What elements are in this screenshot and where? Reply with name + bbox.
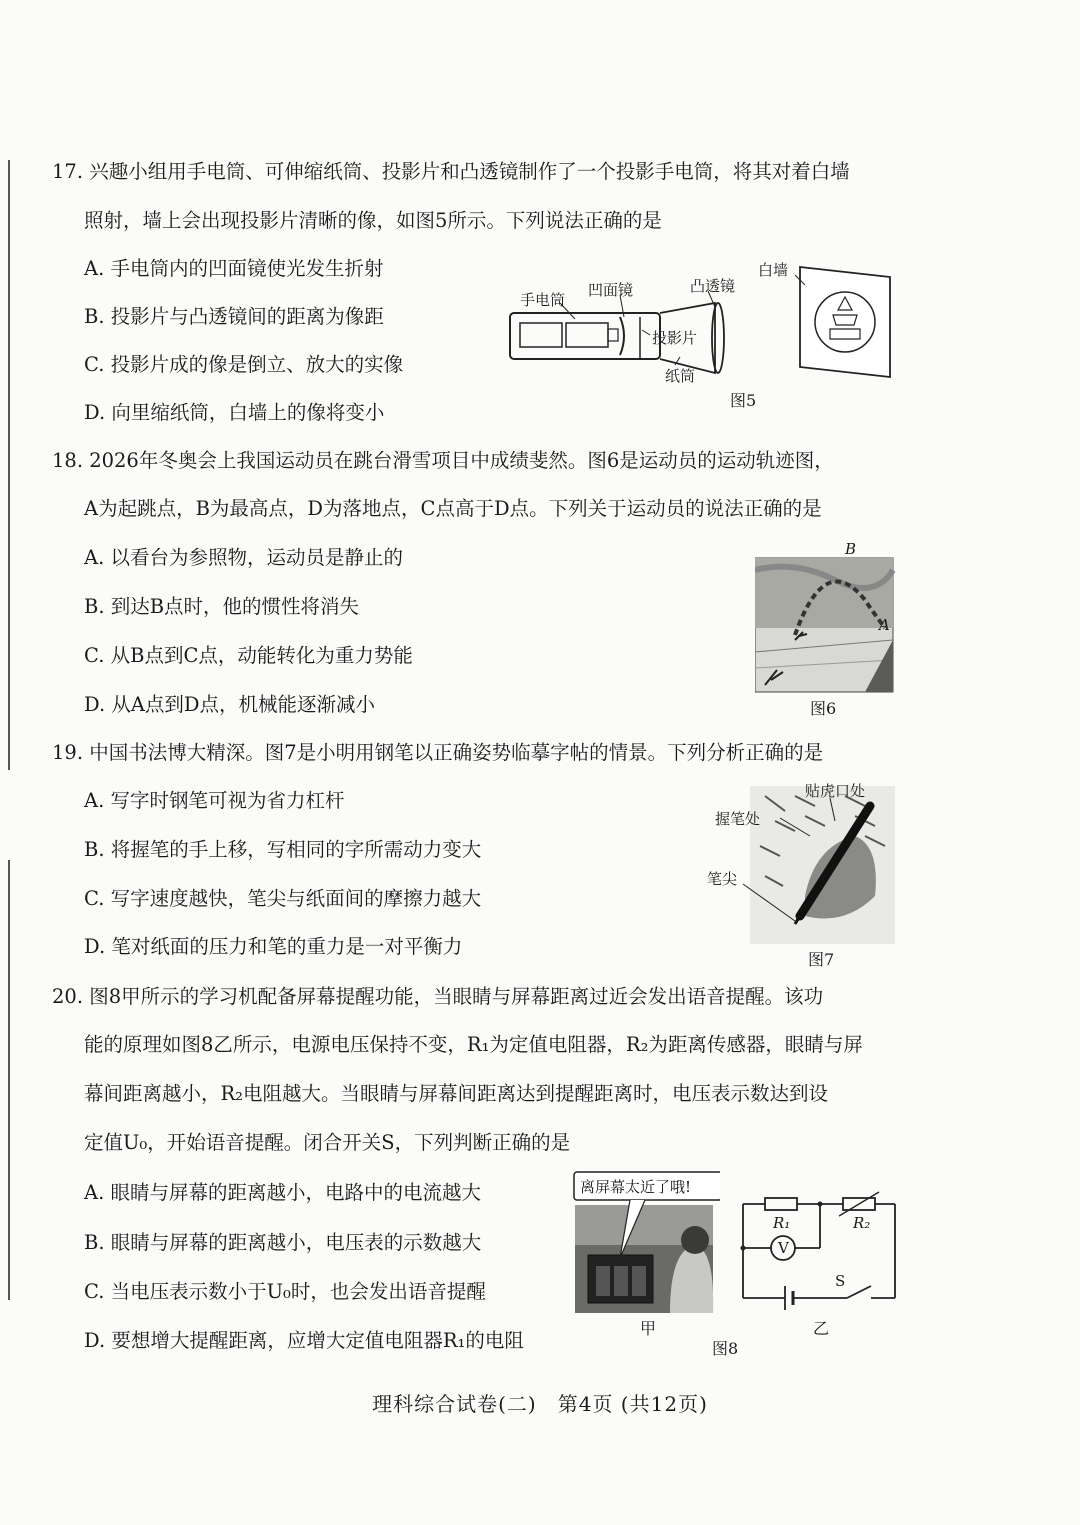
figure-8b-circuit-diagram — [735, 1190, 900, 1310]
q20-option-d: D. 要想增大提醒距离，应增大定值电阻器R₁的电阻 — [84, 1329, 524, 1352]
fig8b-label-switch: S — [835, 1272, 846, 1290]
fig5-label-slide: 投影片 — [652, 329, 698, 347]
fig5-label-white-wall: 白墙 — [758, 261, 789, 279]
figure-6-ski-jump-photo — [755, 540, 895, 695]
q18-stem-line-1: 18. 2026年冬奥会上我国运动员在跳台滑雪项目中成绩斐然。图6是运动员的运动轨迹图， — [52, 449, 834, 472]
q20-stem-line-2: 能的原理如图8乙所示，电源电压保持不变，R₁为定值电阻器，R₂为距离传感器，眼睛与屏 — [84, 1033, 863, 1056]
figure-5-projector — [500, 255, 900, 385]
page-footer: 理科综合试卷(二) 第4页 (共12页) — [372, 1392, 708, 1416]
q17-stem-line-1: 17. 兴趣小组用手电筒、可伸缩纸筒、投影片和凸透镜制作了一个投影手电筒，将其对着白墙 — [52, 160, 850, 183]
q20-option-a: A. 眼睛与屏幕的距离越小，电路中的电流越大 — [84, 1181, 481, 1204]
fig5-label-convex-lens: 凸透镜 — [690, 277, 736, 295]
fig8a-subcaption: 甲 — [640, 1319, 657, 1338]
left-margin-line-top — [8, 160, 10, 770]
q17-option-b: B. 投影片与凸透镜间的距离为像距 — [84, 305, 384, 328]
q19-option-b: B. 将握笔的手上移，写相同的字所需动力变大 — [84, 838, 482, 861]
q20-stem-line-1: 20. 图8甲所示的学习机配备屏幕提醒功能，当眼睛与屏幕距离过近会发出语音提醒。该功 — [52, 985, 824, 1008]
q19-option-c: C. 写字速度越快，笔尖与纸面间的摩擦力越大 — [84, 887, 482, 910]
fig6-label-a: A — [879, 616, 890, 634]
fig5-label-flashlight: 手电筒 — [520, 291, 566, 309]
fig8b-subcaption: 乙 — [813, 1319, 830, 1338]
fig5-label-concave-mirror: 凹面镜 — [588, 281, 634, 299]
fig6-label-b: B — [845, 540, 857, 558]
q18-option-a: A. 以看台为参照物，运动员是静止的 — [84, 546, 403, 569]
q20-stem-line-3: 幕间距离越小，R₂电阻越大。当眼睛与屏幕间距离达到提醒距离时，电压表示数达到设 — [84, 1082, 828, 1105]
fig8b-label-r1: R₁ — [773, 1214, 791, 1232]
fig7-label-grip: 握笔处 — [715, 810, 761, 828]
figure-8a-learning-device-photo — [570, 1170, 720, 1320]
q18-stem-line-2: A为起跳点，B为最高点，D为落地点，C点高于D点。下列关于运动员的说法正确的是 — [84, 497, 822, 520]
q17-stem-line-2: 照射，墙上会出现投影片清晰的像，如图5所示。下列说法正确的是 — [84, 209, 662, 232]
fig8a-speech-bubble: 离屏幕太近了哦! — [580, 1178, 692, 1196]
q17-option-c: C. 投影片成的像是倒立、放大的实像 — [84, 353, 404, 376]
fig5-caption: 图5 — [730, 391, 757, 410]
q19-stem-line-1: 19. 中国书法博大精深。图7是小明用钢笔以正确姿势临摹字帖的情景。下列分析正确的是 — [52, 741, 824, 764]
fig5-label-paper-tube: 纸筒 — [665, 367, 696, 385]
figure-7-pen-writing-photo — [705, 776, 895, 946]
fig7-label-tiger-mouth: 贴虎口处 — [805, 782, 866, 800]
fig8-caption: 图8 — [712, 1339, 739, 1358]
fig8b-label-r2: R₂ — [853, 1214, 871, 1232]
q17-option-d: D. 向里缩纸筒，白墙上的像将变小 — [84, 401, 385, 424]
q20-option-b: B. 眼睛与屏幕的距离越小，电压表的示数越大 — [84, 1231, 482, 1254]
q20-stem-line-4: 定值U₀，开始语音提醒。闭合开关S，下列判断正确的是 — [84, 1131, 571, 1154]
q18-option-d: D. 从A点到D点，机械能逐渐减小 — [84, 693, 376, 716]
left-margin-line-bottom — [8, 860, 10, 1300]
fig8b-label-voltmeter: V — [778, 1239, 789, 1257]
q18-option-b: B. 到达B点时，他的惯性将消失 — [84, 595, 360, 618]
q17-option-a: A. 手电筒内的凹面镜使光发生折射 — [84, 257, 384, 280]
q19-option-a: A. 写字时钢笔可视为省力杠杆 — [84, 789, 345, 812]
fig7-label-nib: 笔尖 — [707, 870, 738, 888]
fig7-caption: 图7 — [808, 950, 835, 969]
q19-option-d: D. 笔对纸面的压力和笔的重力是一对平衡力 — [84, 935, 463, 958]
q18-option-c: C. 从B点到C点，动能转化为重力势能 — [84, 644, 413, 667]
q20-option-c: C. 当电压表示数小于U₀时，也会发出语音提醒 — [84, 1280, 486, 1303]
fig6-caption: 图6 — [810, 699, 837, 718]
